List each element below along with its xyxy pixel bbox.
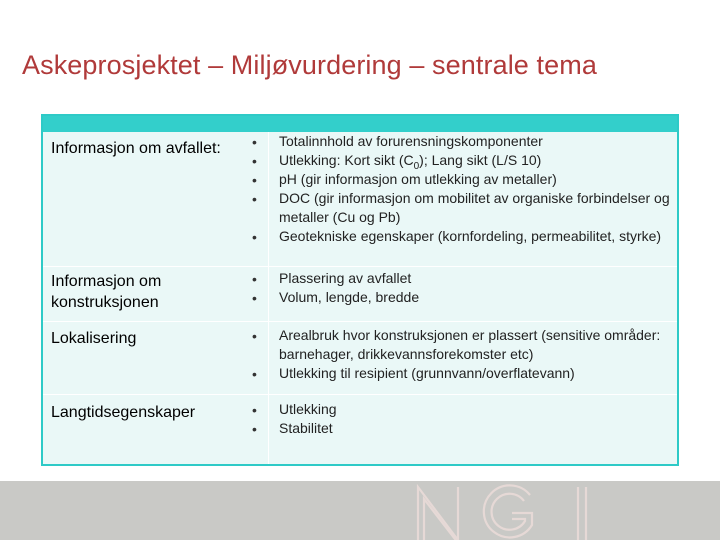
table-header-band xyxy=(43,116,677,132)
list-item: Geotekniske egenskaper (kornfordeling, permeabilitet, styrke) xyxy=(279,228,662,244)
list-item: Utlekking xyxy=(279,401,337,417)
bullet-marker: • xyxy=(252,271,257,287)
list-item: Stabilitet xyxy=(279,420,333,436)
row-divider xyxy=(43,321,677,322)
list-item: DOC (gir informasjon om mobilitet av organiske forbindelser og metaller (Cu og Pb) xyxy=(279,190,670,225)
row-label-langtidsegenskaper: Langtidsegenskaper xyxy=(51,404,196,421)
slide-title: Askeprosjektet – Miljøvurdering – sentrale tema xyxy=(22,50,597,80)
list-item: Totalinnhold av forurensningskomponenter xyxy=(279,133,543,149)
bullet-marker: • xyxy=(252,172,257,188)
list-item: Utlekking: Kort sikt $(C_0)$; Lang sikt (L/S 10) xyxy=(279,152,542,172)
list-item: Utlekking til resipient (grunnvann/overflatevann) xyxy=(279,365,575,381)
bullet-marker: • xyxy=(252,153,257,169)
bullet-marker: • xyxy=(252,402,257,418)
bullet-marker: • xyxy=(252,134,257,150)
column-divider xyxy=(268,132,269,464)
row-divider xyxy=(43,266,677,267)
row-label-konstruksjonen: Informasjon om konstruksjonen xyxy=(51,273,162,311)
bullet-marker: • xyxy=(252,229,257,245)
list-item: Volum, lengde, bredde xyxy=(279,289,420,305)
bullet-marker: • xyxy=(252,328,257,344)
content-table xyxy=(41,114,679,466)
list-item: pH (gir informasjon om utlekking av metaller) xyxy=(279,171,557,187)
row-label-lokalisering: Lokalisering xyxy=(51,330,137,347)
list-item: Plassering av avfallet xyxy=(279,270,412,286)
bullet-marker: • xyxy=(252,421,257,437)
row-divider xyxy=(43,394,677,395)
bullet-marker: • xyxy=(252,366,257,382)
list-item: Arealbruk hvor konstruksjonen er plassert (sensitive områder: barnehager, drikkevannsforekomster etc) xyxy=(279,327,661,362)
bullet-marker: • xyxy=(252,290,257,306)
row-label-avfallet: Informasjon om avfallet: xyxy=(51,140,221,157)
bullet-marker: • xyxy=(252,191,257,207)
ngi-logo xyxy=(400,481,640,540)
